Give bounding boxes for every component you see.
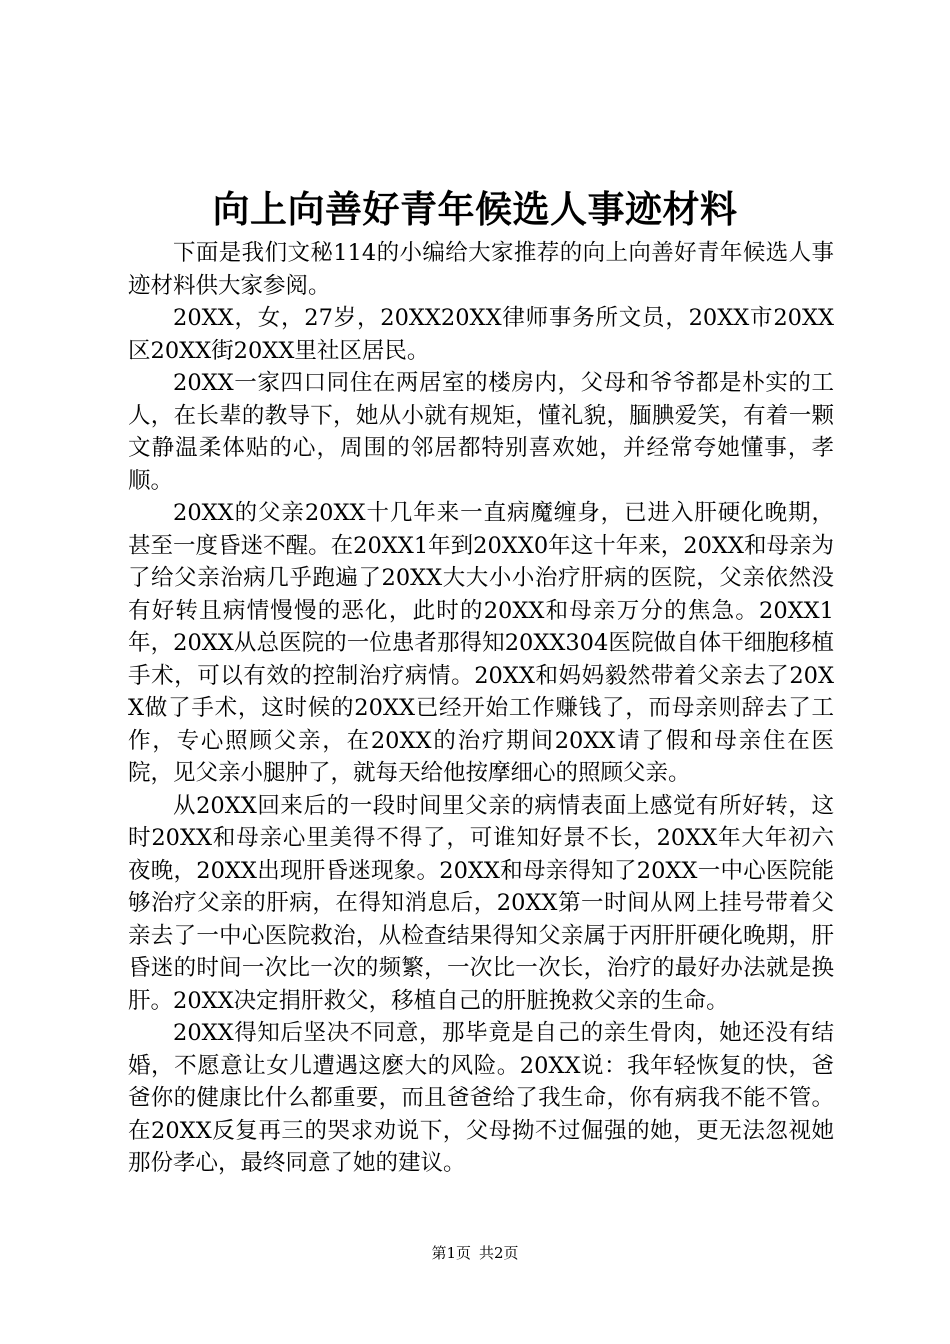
- paragraph-illness: 20XX的父亲20XX十几年来一直病魔缠身，已进入肝硬化晚期，甚至一度昏迷不醒。在20XX1年到20XX0年这十年来，20XX和母亲为了给父亲治病几乎跑遍了20XX大大小小治疗肝病的医院，父亲依然没有好转且病情慢慢的恶化，此时的20XX和母亲万分的焦急。20XX1年，20XX从总医院的一位患者那得知20XX304医院做自体干细胞移植手术，可以有效的控制治疗病情。20XX和妈妈毅然带着父亲去了20XX做了手术，这时候的20XX已经开始工作赚钱了，而母亲则辞去了工作，专心照顾父亲，在20XX的治疗期间20XX请了假和母亲住在医院，见父亲小腿肿了，就每天给他按摩细心的照顾父亲。: [128, 500, 834, 786]
- paragraph-intro: 下面是我们文秘114的小编给大家推荐的向上向善好青年候选人事迹材料供大家参阅。: [128, 240, 834, 299]
- paragraph-family: 20XX一家四口同住在两居室的楼房内，父母和爷爷都是朴实的工人，在长辈的教导下，她从小就有规矩，懂礼貌，腼腆爱笑，有着一颗文静温柔体贴的心，周围的邻居都特别喜欢她，并经常夸她懂事，孝顺。: [128, 370, 834, 494]
- document-body: [128, 237, 834, 1180]
- paragraph-decision: 20XX得知后坚决不同意，那毕竟是自己的亲生骨肉，她还没有结婚，不愿意让女儿遭遇这麽大的风险。20XX说：我年轻恢复的快，爸爸你的健康比什么都重要，而且爸爸给了我生命，你有病我不能不管。在20XX反复再三的哭求劝说下，父母拗不过倔强的她，更无法忽视她那份孝心，最终同意了她的建议。: [128, 1020, 834, 1176]
- paragraph-profile: 20XX，女，27岁，20XX20XX律师事务所文员，20XX市20XX区20XX街20XX里社区居民。: [128, 305, 834, 364]
- document-title: 向上向善好青年候选人事迹材料: [212, 187, 738, 231]
- page-number-total: 共2页: [479, 1244, 519, 1262]
- paragraph-relapse: 从20XX回来后的一段时间里父亲的病情表面上感觉有所好转，这时20XX和母亲心里美得不得了，可谁知好景不长，20XX年大年初六夜晚，20XX出现肝昏迷现象。20XX和母亲得知了20XX一中心医院能够治疗父亲的肝病，在得知消息后，20XX第一时间从网上挂号带着父亲去了一中心医院救治，从检查结果得知父亲属于丙肝肝硬化晚期，肝昏迷的时间一次比一次的频繁，一次比一次长，治疗的最好办法就是换肝。20XX决定捐肝救父，移植自己的肝脏挽救父亲的生命。: [128, 792, 834, 1014]
- page-number-current: 第1页: [431, 1244, 471, 1262]
- page-footer: [0, 1243, 950, 1263]
